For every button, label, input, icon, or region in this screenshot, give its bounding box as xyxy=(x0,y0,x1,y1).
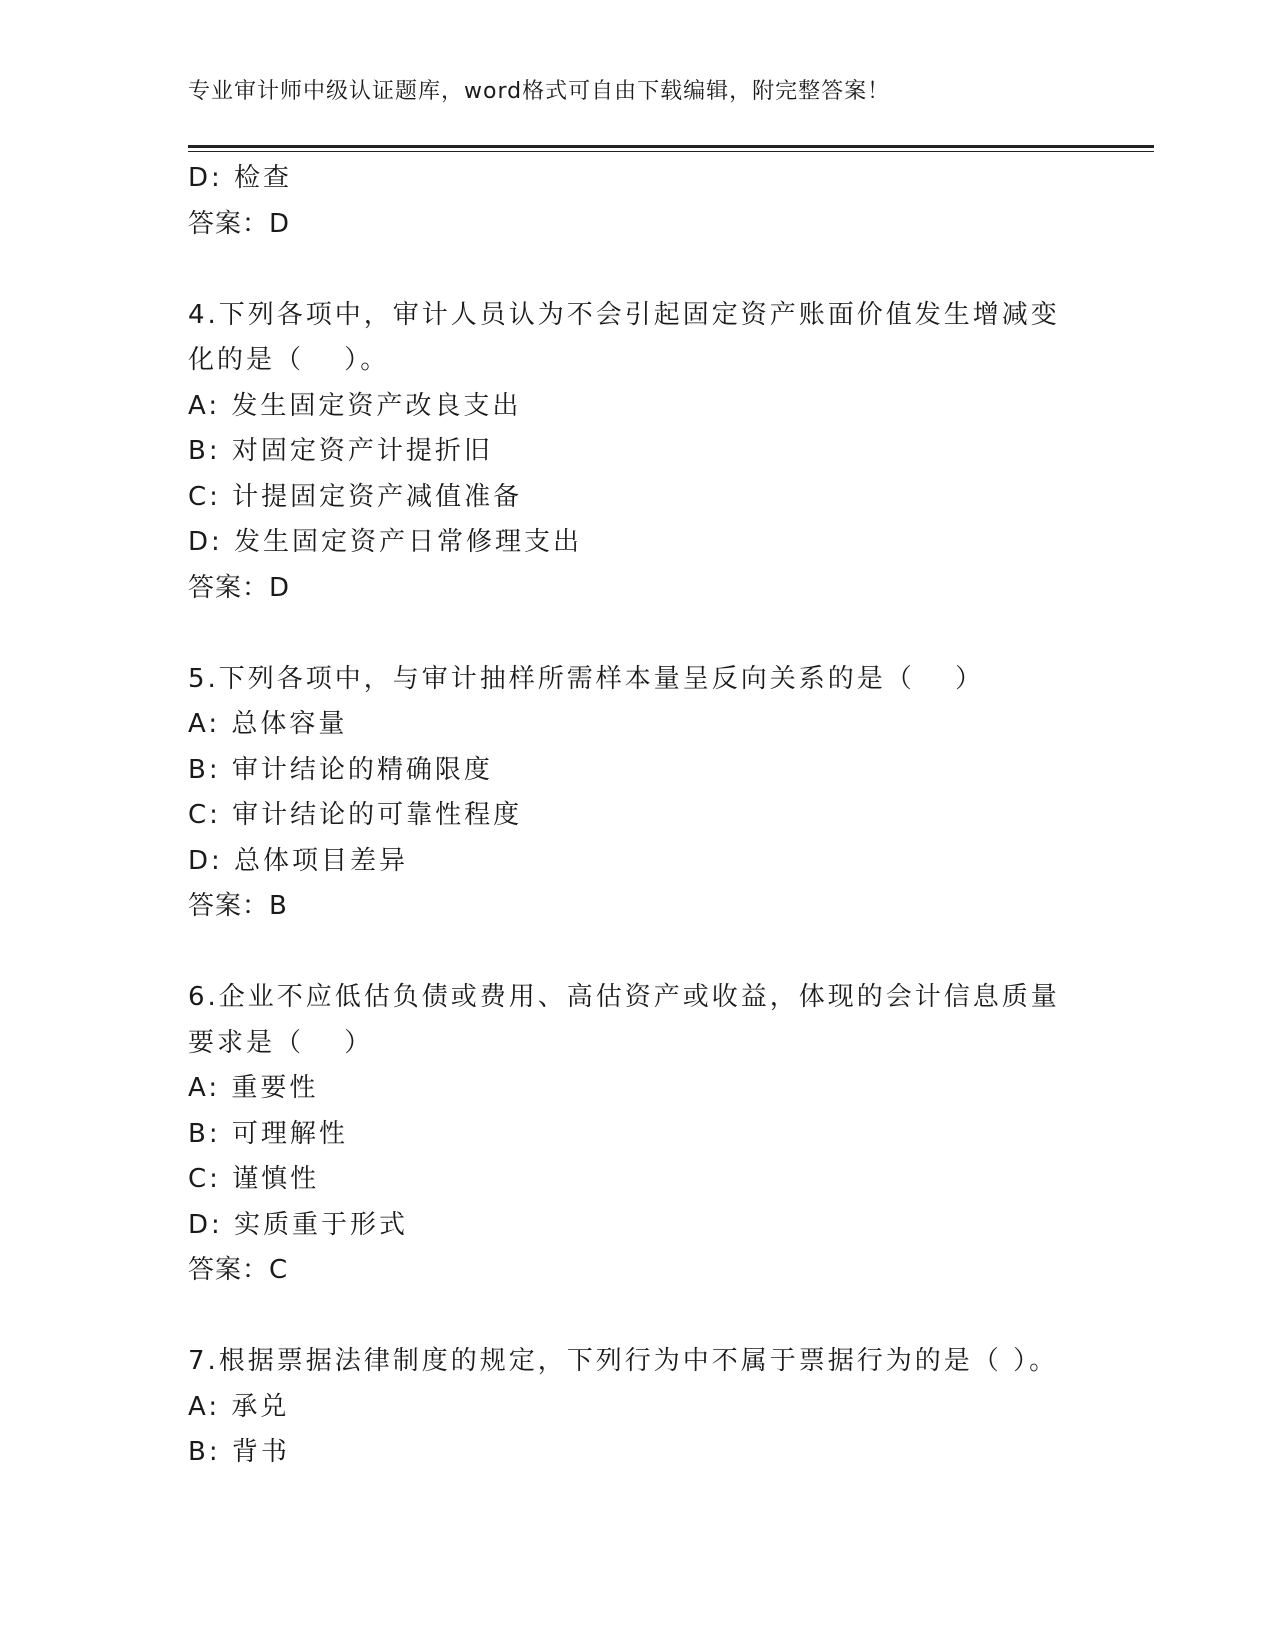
question-stem: 6.企业不应低估负债或费用、高估资产或收益，体现的会计信息质量 xyxy=(188,982,1060,1012)
answer-line: 答案：B xyxy=(188,891,288,921)
option-line: A: 总体容量 xyxy=(188,709,348,739)
option-line: D: 总体项目差异 xyxy=(188,845,409,876)
option-line: B: 可理解性 xyxy=(188,1118,348,1149)
option-line: C: 审计结论的可靠性程度 xyxy=(188,800,523,830)
question-stem: 4.下列各项中，审计人员认为不会引起固定资产账面价值发生增减变 xyxy=(188,299,1060,330)
question-block xyxy=(188,1339,1068,1476)
option-line: D: 检查 xyxy=(188,163,293,193)
option-line: B: 对固定资产计提折旧 xyxy=(188,436,493,466)
question-stem: 7.根据票据法律制度的规定，下列行为中不属于票据行为的是（ ）。 xyxy=(188,1346,1059,1376)
question-stem: 要求是（ ） xyxy=(188,1027,374,1058)
option-line: C: 谨慎性 xyxy=(188,1164,320,1194)
question-block xyxy=(188,156,1068,247)
option-line: A: 发生固定资产改良支出 xyxy=(188,390,522,421)
page-header: 专业审计师中级认证题库，word格式可自由下载编辑，附完整答案！ xyxy=(188,79,891,104)
option-line: B: 背书 xyxy=(188,1437,290,1467)
question-block xyxy=(188,657,1068,930)
answer-line: 答案：D xyxy=(188,572,291,603)
option-line: D: 实质重于形式 xyxy=(188,1209,409,1240)
option-line: B: 审计结论的精确限度 xyxy=(188,754,493,785)
option-line: C: 计提固定资产减值准备 xyxy=(188,481,523,512)
header-rule-thin xyxy=(188,151,1154,152)
question-stem: 5.下列各项中，与审计抽样所需样本量呈反向关系的是（ ） xyxy=(188,663,985,694)
option-line: A: 重要性 xyxy=(188,1073,319,1103)
option-line: D: 发生固定资产日常修理支出 xyxy=(188,527,583,557)
answer-line: 答案：D xyxy=(188,208,291,239)
header-rule-thick xyxy=(188,145,1154,148)
option-line: A: 承兑 xyxy=(188,1391,290,1422)
question-block xyxy=(188,975,1068,1294)
answer-line: 答案：C xyxy=(188,1255,289,1285)
question-stem: 化的是（ ）。 xyxy=(188,345,390,375)
question-block xyxy=(188,293,1068,612)
question-list xyxy=(188,156,1068,1476)
